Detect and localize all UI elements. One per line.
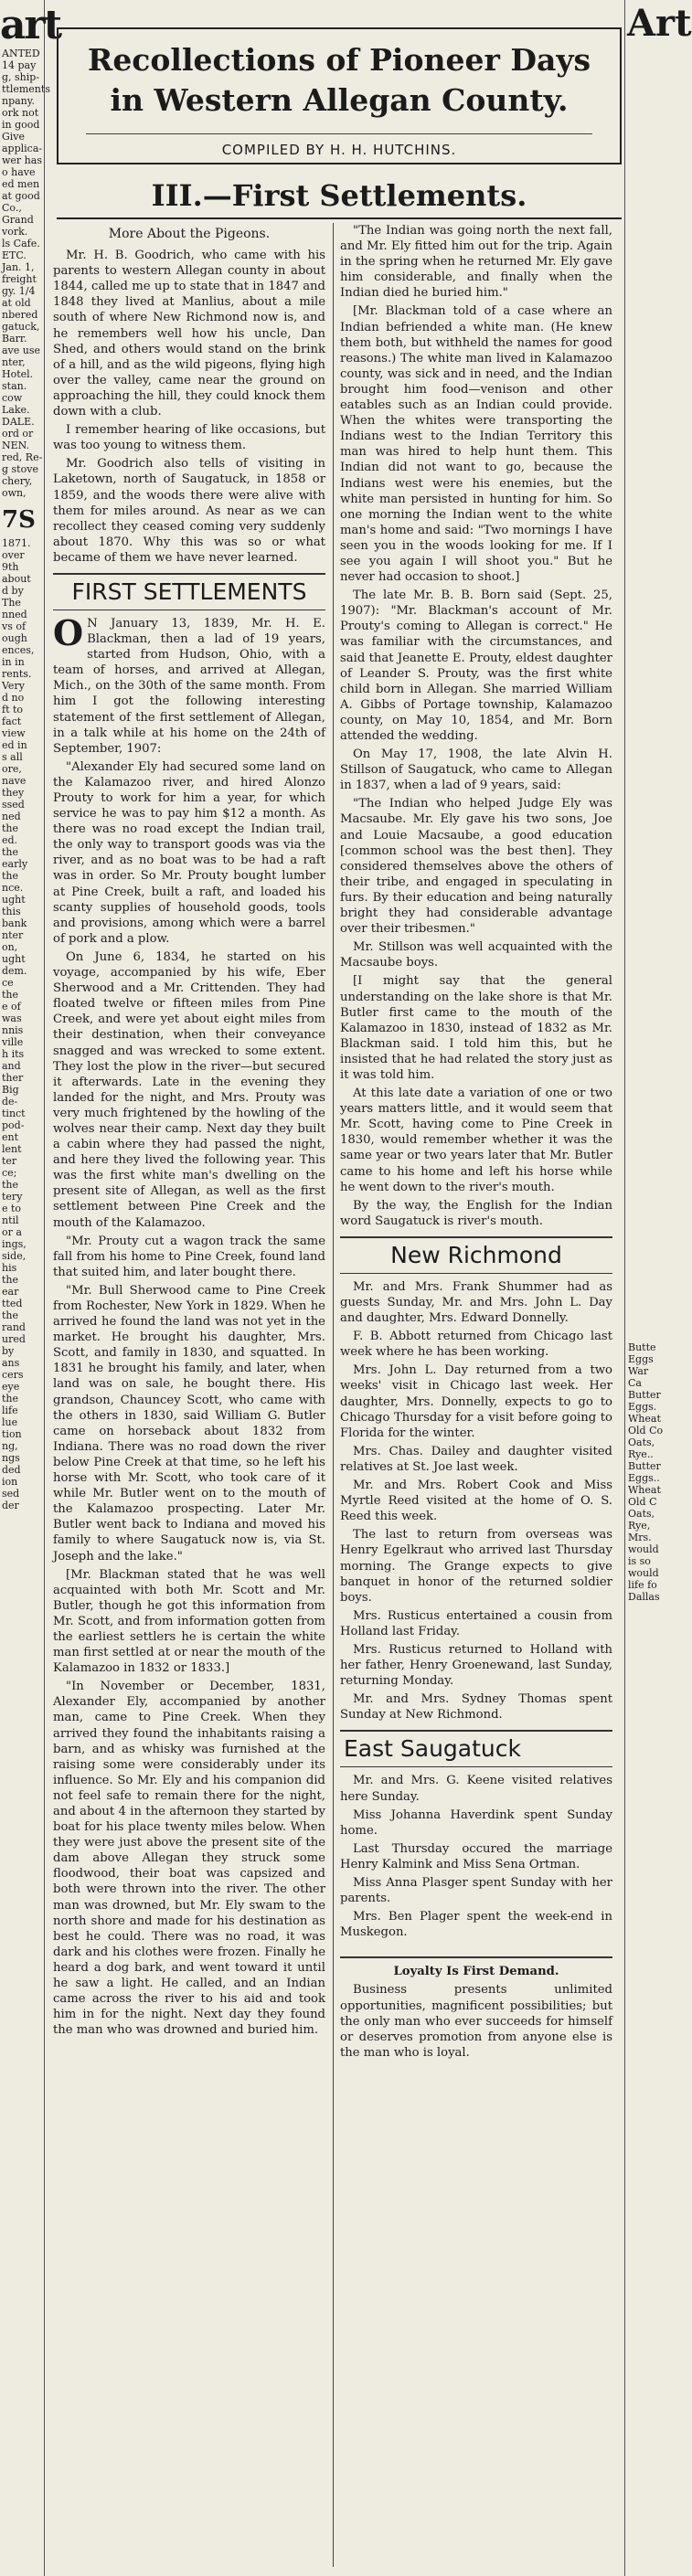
left-column-fragment: early — [2, 858, 28, 870]
left-column-fragment: Lake. — [2, 404, 30, 416]
news-item: Mrs. Rusticus entertained a cousin from Holland last Friday. — [340, 1608, 612, 1638]
left-adjacent-column — [0, 0, 61, 2576]
left-column-fragment: at good — [2, 190, 40, 202]
left-column-fragment: Very — [2, 680, 25, 692]
right-column-fragment: Mrs. — [628, 1532, 652, 1543]
left-column-fragment: chery, — [2, 475, 33, 487]
left-column-fragment: DALE. — [2, 416, 35, 428]
left-column-fragment: 14 pay — [2, 59, 37, 71]
paragraph: "The Indian who helped Judge Ely was Macsaube. Mr. Ely gave his two sons, Joe and Louie Macsaube, a good education [common school was the best then]. They considered themselves above the others of their tribe, and engaged in speculating in furs. By their education and being naturally bright they had considerable advantage over their tribesmen." — [340, 797, 612, 937]
left-column-fragment: freight — [2, 273, 37, 285]
left-column-fragment: o have — [2, 166, 36, 178]
left-column-fragment: nter — [2, 929, 24, 941]
news-item: Mrs. John L. Day returned from a two weeks' visit in Chicago last week. Her daughter, Mrs. Donnelly, expects to go to Chicago Thursday for a visit before going to Florida for the winter. — [340, 1363, 612, 1440]
left-column-fragment: ings, — [2, 1238, 27, 1250]
left-column-fragment: ft to — [2, 704, 24, 716]
left-column-fragment: the — [2, 989, 19, 1001]
left-column-fragment: eye — [2, 1381, 20, 1393]
right-column-fragment: Butte — [628, 1341, 656, 1353]
left-column-fragment: stan. — [2, 380, 27, 392]
left-column-fragment: vs of — [2, 620, 27, 632]
left-column-fragment: Give — [2, 131, 26, 143]
left-column-fragment: cers — [2, 1369, 24, 1381]
paragraph: Mr. Stillson was well acquainted with the Macsaube boys. — [340, 940, 612, 970]
right-column-fragment: Butter — [628, 1389, 661, 1401]
news-item: Last Thursday occured the marriage Henry Kalmink and Miss Sena Ortman. — [340, 1841, 612, 1871]
left-column-fragment: fact — [2, 716, 22, 727]
left-column-fragment: ught — [2, 894, 26, 906]
loyalty-box — [340, 1956, 612, 2061]
drop-cap: O — [53, 611, 84, 653]
left-column-fragment: nbered — [2, 309, 38, 321]
news-item: Mr. and Mrs. Robert Cook and Miss Myrtle Reed visited at the home of O. S. Reed this week. — [340, 1479, 612, 1524]
left-column-fragment: the — [2, 1179, 19, 1191]
right-column-fragment: Dallas — [628, 1591, 660, 1603]
left-column-fragment: ences, — [2, 644, 35, 656]
left-column-fragment: and — [2, 1060, 21, 1072]
left-column-fragment: was — [2, 1012, 22, 1024]
paragraph: "The Indian was going north the next fall, and Mr. Ely fitted him out for the trip. Again in the spring when he returned Mr. Ely gave him considerable, and finally when the Indian died he buried him." — [340, 224, 612, 301]
column-divider — [333, 223, 334, 2567]
left-column-fragment: ls Cafe. — [2, 238, 40, 249]
article-title-line-1: Recollections of Pioneer Days — [87, 42, 591, 78]
left-column-fragment: Jan. 1, — [2, 261, 35, 273]
left-column-fragment: lue — [2, 1416, 18, 1428]
right-column-fragment: is so — [628, 1555, 651, 1567]
left-column-fragment: e of — [2, 1001, 21, 1012]
first-settlements-body — [53, 759, 325, 2039]
pigeons-subhead: More About the Pigeons. — [108, 227, 271, 241]
left-column-fragment: Grand — [2, 214, 34, 226]
news-item: Mr. and Mrs. G. Keene visited relatives here Sunday. — [340, 1774, 612, 1804]
paragraph: [I might say that the general understanding on the lake shore is that Mr. Butler first came to the mouth of the Kalamazoo in 1830, instead of 1832 as Mr. Blackman said. I told him this, but he insisted that he had related the story just as it was told him. — [340, 974, 612, 1082]
section-title: III.—First Settlements. — [57, 174, 622, 219]
left-column-fragment: lent — [2, 1143, 22, 1155]
left-column-fragment: dem. — [2, 965, 27, 977]
right-column-fragment: Old C — [628, 1496, 657, 1508]
right-column-fragment: Rye, — [628, 1520, 651, 1532]
paragraph: "Alexander Ely had secured some land on the Kalamazoo river, and hired Alonzo Prouty to work for him a year, for which service he was to pay him $12 a month. As there was no road except the Indian trail, the only way to transport goods was via the river, and as no boat was to be had a raft was in order. So Mr. Prouty bought lumber at Pine Creek, built a raft, and loaded his scanty supplies of household goods, tools and provisions, among which were a barrel of pork and a plow. — [53, 759, 325, 946]
left-column-fragment: the — [2, 846, 19, 858]
left-column-fragment: ngs — [2, 1452, 20, 1464]
left-column-fragment: ANTED — [2, 48, 40, 59]
left-column-fragment: Big — [2, 1084, 19, 1096]
left-column-fragment: on, — [2, 941, 18, 953]
paragraph: I remember hearing of like occasions, but was too young to witness them. — [53, 423, 325, 453]
left-column-fragment: Co., — [2, 202, 22, 214]
right-column-fragment: Butter — [628, 1460, 661, 1472]
paragraph: By the way, the English for the Indian word Saugatuck is river's mouth. — [340, 1198, 612, 1228]
right-column-fragment: Wheat — [628, 1484, 661, 1496]
left-column-fragment: 9th — [2, 561, 19, 573]
left-column-header-2: 7S — [2, 506, 36, 534]
left-column-fragment: ave use — [2, 345, 41, 356]
right-column-fragment: would — [628, 1543, 659, 1555]
left-column-fragment: in in — [2, 656, 25, 668]
left-column-fragment: ord or — [2, 428, 34, 440]
pigeons-body — [53, 248, 325, 566]
left-column-fragment: own, — [2, 487, 27, 499]
right-column-fragment: Oats, — [628, 1436, 655, 1448]
paragraph: [Mr. Blackman told of a case where an Indian befriended a white man. (He knew them both, but withheld the names for good reasons.) The white man lived in Kalamazoo county, was sick and in need, and the Indian brought him food—venison and other eatables such as an Indian could provide. When the whites were transporting the Indians west to the Indian Territory this man was hired to help hunt them. This Indian did not want to go, because the Indians west were his enemies, but the white man persisted in hunting for him. So one morning the Indian went to the white man's home and said: "Two mornings I have seen you in the woods looking for me. If I see you again I will shoot you." But he never had occasion to shoot.] — [340, 304, 612, 585]
left-column-fragment: the — [2, 870, 19, 882]
left-column-fragment: e to — [2, 1203, 22, 1214]
left-column-fragment: ter — [2, 1155, 17, 1167]
left-column-fragment: red, Re- — [2, 451, 43, 463]
left-column-fragment: ded — [2, 1464, 21, 1476]
left-column-fragment: tinct — [2, 1108, 26, 1119]
left-column-fragment: npany. — [2, 95, 36, 107]
right-column-header: Art — [627, 2, 692, 45]
article-column-2 — [340, 223, 612, 2567]
left-column-fragment: bank — [2, 917, 27, 929]
left-column-fragment: g, ship- — [2, 71, 40, 83]
left-column-fragment: or a — [2, 1226, 22, 1238]
left-column-fragment: rents. — [2, 668, 32, 680]
news-item: Miss Anna Plasger spent Sunday with her parents. — [340, 1876, 612, 1906]
left-column-fragments — [0, 48, 50, 499]
left-column-fragment: life — [2, 1405, 18, 1416]
left-column-fragment: nce. — [2, 882, 24, 894]
right-column-fragment: Wheat — [628, 1413, 661, 1425]
left-column-fragment: nnis — [2, 1024, 24, 1036]
paragraph: At this late date a variation of one or two years matters little, and it would seem that Mr. Scott, having come to Pine Creek in 1830, would remember whether it was the same year or two years later that Mr. Butler came to his home and left his horse while he went down to the river's mouth. — [340, 1087, 612, 1194]
left-column-fragment: his — [2, 1262, 17, 1274]
left-column-fragment: vork. — [2, 226, 28, 238]
article-column-1 — [53, 223, 325, 2567]
left-column-fragment: nter, — [2, 356, 26, 368]
left-column-fragment: in good — [2, 119, 40, 131]
paragraph: On June 6, 1834, he started on his voyage, accompanied by his wife, Eber Sherwood and a Mr. Crittenden. They had floated twelve or fifteen miles from Pine Creek, and were yet about eight miles from their destination, when their conveyance snagged and was wrecked to some extent. They lost the plow in the river—but secured it afterwards. Late in the evening they landed for the night, and Mrs. Prouty was very much frightened by the howling of the wolves near their camp. Next day they built a cabin where they had passed the night, and here they lived the following year. This was the first white man's dwelling on the present site of Allegan, as well as the first settlement between Pine Creek and the mouth of the Kalamazoo. — [53, 949, 325, 1230]
news-item: Miss Johanna Haverdink spent Sunday home. — [340, 1807, 612, 1838]
right-column-fragment: would — [628, 1567, 659, 1579]
left-column-fragment: ught — [2, 953, 26, 965]
right-adjacent-column — [624, 0, 692, 2576]
left-column-fragment: by — [2, 1345, 15, 1357]
left-column-fragment: cow — [2, 392, 23, 404]
paragraph: Mr. Goodrich also tells of visiting in Laketown, north of Saugatuck, in 1858 or 1859, and the woods there were alive with them for miles around. As near as we can recollect they ceased coming very suddenly about 1870. Why this was so or what became of them we have never learned. — [53, 457, 325, 565]
right-column-fragment: Ca — [628, 1377, 642, 1389]
left-column-fragment: the — [2, 1274, 19, 1286]
left-column-fragment: they — [2, 787, 25, 799]
paragraph: The late Mr. B. B. Born said (Sept. 25, 1907): "Mr. Blackman's account of Mr. Prouty's coming to Allegan is correct." He was familiar with the circumstances, and said that Jeanette E. Prouty, eldest daughter of Leander S. Prouty, was the first white child born in Allegan. She married William A. Gibbs of Portage township, Kalamazoo county, on May 10, 1854, and Mr. Born attended the wedding. — [340, 588, 612, 743]
east-saugatuck-news — [340, 1773, 612, 1940]
intro-paragraph — [53, 611, 325, 757]
left-column-fragment: ore, — [2, 763, 22, 775]
loyalty-heading: Loyalty Is First Demand. — [393, 1965, 559, 1979]
left-column-fragment: nned — [2, 609, 27, 620]
left-column-fragment: gatuck, — [2, 321, 40, 333]
left-column-fragment: ured — [2, 1333, 26, 1345]
loyalty-text: Business presents unlimited opportunities, magnificent possibilities; but the only man who ever succeeds for himself or deserves promotion from anyone else is the man who is loyal. — [340, 1983, 612, 2060]
left-column-fragment: d no — [2, 692, 25, 704]
news-item: Mrs. Rusticus returned to Holland with her father, Henry Groenewand, last Sunday, returning Monday. — [340, 1642, 612, 1689]
left-column-fragment: ork not — [2, 107, 39, 119]
right-column-fragment: Eggs. — [628, 1401, 657, 1413]
left-column-fragment: ville — [2, 1036, 24, 1048]
paragraph: On May 17, 1908, the late Alvin H. Stillson of Saugatuck, who came to Allegan in 1837, when a lad of 9 years, said: — [340, 747, 612, 793]
left-column-fragment: Hotel. — [2, 368, 34, 380]
left-column-fragment: ce; — [2, 1167, 17, 1179]
left-column-fragment: ed in — [2, 739, 27, 751]
left-column-header: art — [0, 2, 61, 48]
left-column-fragment: the — [2, 1393, 19, 1405]
left-column-fragment: over — [2, 549, 25, 561]
left-column-fragment: sed — [2, 1488, 20, 1500]
left-column-fragment: nave — [2, 775, 27, 787]
left-column-fragment: ion — [2, 1476, 18, 1488]
left-column-fragment: ng, — [2, 1440, 18, 1452]
right-column-fragment: Eggs.. — [628, 1472, 660, 1484]
left-column-fragment: 1871. — [2, 537, 31, 549]
paragraph: "Mr. Bull Sherwood came to Pine Creek from Rochester, New York in 1829. When he arrived he found the land was not yet in the market. He brought his daughter, Mrs. Scott, and family in 1830, and squatted. In 1831 he brought his family, and later, when land was on sale, he bought there. His grandson, Chauncey Scott, who came with the others in 1830, said William G. Butler came on horseback about 1832 from Indiana. There was no road down the river below Pine Creek at that time, so he left his horse with Mr. Scott, who took care of it while Mr. Butler went on to the mouth of the Kalamazoo prospecting. Later Mr. Butler went back to Indiana and moved his family to where Saugatuck now is, via St. Joseph and the lake." — [53, 1283, 325, 1564]
left-column-fragment: side, — [2, 1250, 27, 1262]
news-item: Mr. and Mrs. Sydney Thomas spent Sunday at New Richmond. — [340, 1692, 612, 1723]
news-item: F. B. Abbott returned from Chicago last week where he has been working. — [340, 1330, 612, 1360]
left-column-fragment: rand — [2, 1321, 26, 1333]
left-column-fragment: ce — [2, 977, 14, 989]
left-column-fragment: ETC. — [2, 249, 27, 261]
left-column-fragment: ther — [2, 1072, 24, 1084]
right-column-fragments — [625, 1341, 667, 1603]
left-column-fragment: ent — [2, 1131, 19, 1143]
left-column-fragment: der — [2, 1500, 19, 1511]
east-saugatuck-heading: East Saugatuck — [340, 1730, 612, 1767]
left-column-fragment: at old — [2, 297, 31, 309]
right-column-fragment: Old Co — [628, 1425, 664, 1436]
left-column-fragment: applica- — [2, 143, 43, 154]
intro-text: N January 13, 1839, Mr. H. E. Blackman, then a lad of 19 years, started from Hudson, Ohio, with a team of horses, and arrived at Allegan, Mich., on the 30th of the same month. From him I got the following interesting statement of the first settlement of Allegan, in a talk while at his home on the 24th of September, 1907: — [53, 616, 325, 756]
news-item: The last to return from overseas was Henry Egelkraut who arrived last Thursday morning. The Grange expects to give banquet in honor of the returned soldier boys. — [340, 1528, 612, 1605]
left-column-fragment: h its — [2, 1048, 25, 1060]
right-column-fragment: life fo — [628, 1579, 657, 1591]
article-title-line-2: in Western Allegan County. — [110, 82, 569, 118]
paragraph: Mr. H. B. Goodrich, who came with his parents to western Allegan county in about 1844, called me up to state that in 1847 and 1848 they lived at Manlius, about a mile south of where New Richmond now is, and he remembers well how his uncle, Dan Shed, and others would stand on the brink of a hill, and as the wild pigeons, flying high over the valley, came near the ground on approaching the hill, they could knock them down with a club. — [53, 249, 325, 419]
news-item: Mr. and Mrs. Frank Shummer had as guests Sunday, Mr. and Mrs. John L. Day and daughter, Mrs. Edward Donnelly. — [340, 1279, 612, 1326]
left-column-fragment: g stove — [2, 463, 38, 475]
left-column-fragment: ed. — [2, 834, 18, 846]
left-column-fragment: d by — [2, 585, 24, 597]
new-richmond-heading: New Richmond — [340, 1236, 612, 1274]
right-column-fragment: Oats, — [628, 1508, 655, 1520]
left-column-fragment: s all — [2, 751, 23, 763]
news-item: Mrs. Ben Plager spent the week-end in Muskegon. — [340, 1910, 612, 1940]
left-column-fragment: NEN. — [2, 440, 30, 451]
left-column-fragment: ans — [2, 1357, 20, 1369]
left-column-fragment: wer has — [2, 154, 42, 166]
right-column-fragment: Eggs — [628, 1353, 654, 1365]
left-column-fragment: the — [2, 1309, 19, 1321]
left-column-fragment: pod- — [2, 1119, 25, 1131]
left-column-fragments-2 — [0, 537, 44, 1511]
left-column-fragment: ned — [2, 811, 21, 822]
left-column-fragment: ntil — [2, 1214, 19, 1226]
left-column-fragment: de- — [2, 1096, 18, 1108]
left-column-fragment: ssed — [2, 799, 25, 811]
right-column-fragment: War — [628, 1365, 649, 1377]
left-column-fragment: tery — [2, 1191, 23, 1203]
left-column-fragment: about — [2, 573, 31, 585]
right-column-fragment: Rye.. — [628, 1448, 654, 1460]
article-banner — [57, 27, 622, 164]
compiled-by: COMPILED BY H. H. HUTCHINS. — [86, 133, 592, 158]
column-2-body — [340, 223, 612, 1229]
left-column-fragment: gy. 1/4 — [2, 285, 36, 297]
left-column-fragment: The — [2, 597, 21, 609]
paragraph: [Mr. Blackman stated that he was well acquainted with both Mr. Scott and Mr. Butler, though he got this information from Mr. Scott, and from information gotten from the earliest settlers he is certain the white man first settled at or near the mouth of the Kalamazoo in 1832 or 1833.] — [53, 1567, 325, 1676]
paragraph: "Mr. Prouty cut a wagon track the same fall from his home to Pine Creek, found land that suited him, and later bought there. — [53, 1234, 325, 1279]
paragraph: "In November or December, 1831, Alexander Ely, accompanied by another man, came to Pine Creek. When they arrived they found the inhabitants raising a barn, and as whisky was furnished at the raising some were considerably under its influence. So Mr. Ely and his companion did not feel safe to remain there for the night, and about 4 in the afternoon they started by boat for his place twenty miles below. When they were just above the present site of the dam above Allegan they struck some floodwood, their boat was capsized and both were thrown into the river. The other man was drowned, but Mr. Ely swam to the north shore and made for his destination as best he could. There was no road, it was dark and his clothes were frozen. Finally he heard a dog bark, and went toward it until he saw a light. He called, and an Indian came across the river to his aid and took him in for the night. Next day they found the man who was drowned and buried him. — [53, 1680, 325, 2038]
news-item: Mrs. Chas. Dailey and daughter visited relatives at St. Joe last week. — [340, 1444, 612, 1474]
left-column-fragment: ttlements — [2, 83, 50, 95]
left-column-fragment: view — [2, 727, 26, 739]
left-column-fragment: Barr. — [2, 333, 27, 345]
new-richmond-news — [340, 1279, 612, 1723]
left-column-fragment: tion — [2, 1428, 22, 1440]
left-column-fragment: this — [2, 906, 21, 917]
left-column-fragment: ough — [2, 632, 27, 644]
left-column-fragment: the — [2, 822, 19, 834]
left-column-fragment: ed men — [2, 178, 40, 190]
left-column-fragment: ear — [2, 1286, 19, 1298]
first-settlements-heading: FIRST SETTLEMENTS — [53, 573, 325, 610]
left-column-fragment: tted — [2, 1298, 23, 1309]
